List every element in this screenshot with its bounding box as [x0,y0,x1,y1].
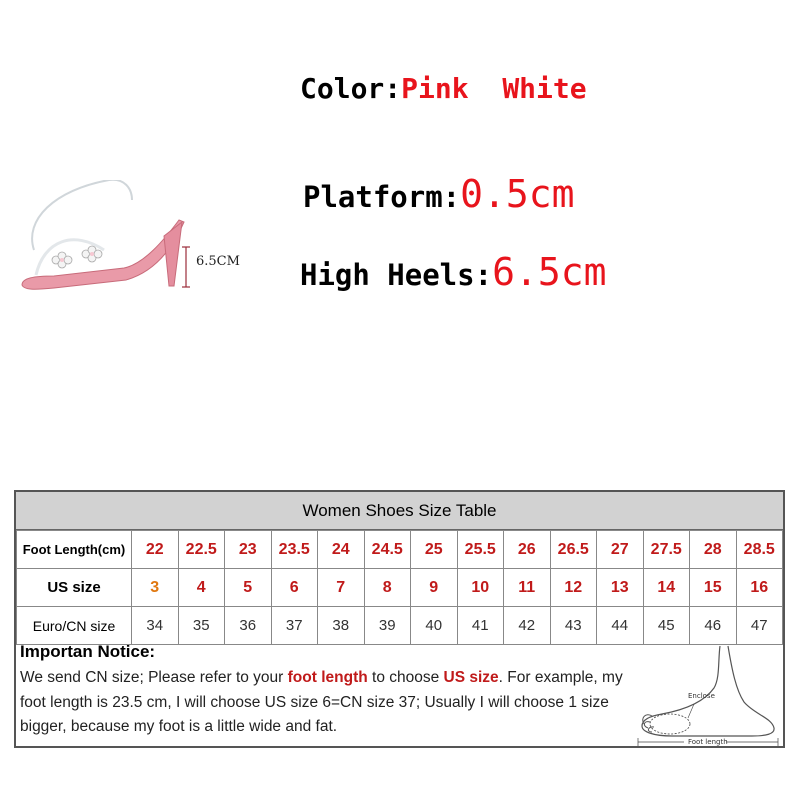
table-cell: 37 [271,607,318,645]
notice-part: . For example, my foot length is 23.5 cm, I will choose US size 6=CN size 37; Usually I will choose 1 size bigger, because my foot is a little wide and fat. [20,669,623,735]
table-cell: 34 [132,607,179,645]
table-cell: 27 [597,531,644,569]
heels-value: 6.5cm [492,250,607,294]
table-row-us-size [17,569,783,607]
color-line [300,72,587,105]
table-cell: 4 [178,569,225,607]
table-cell: 7 [318,569,365,607]
notice-text [20,666,628,740]
table-cell: 3 [132,569,179,607]
platform-line [303,172,575,216]
table-cell: 46 [690,607,737,645]
table-cell: 5 [225,569,272,607]
table-cell: 23.5 [271,531,318,569]
table-row-euro-size [17,607,783,645]
size-table-title: Women Shoes Size Table [16,492,783,530]
sandal-image [14,180,194,300]
foot-measurement-diagram [632,640,782,746]
table-cell: 14 [643,569,690,607]
table-cell: 16 [736,569,783,607]
notice-prefix: Importan [20,642,98,661]
notice-heading [20,642,155,662]
table-cell: 42 [504,607,551,645]
table-cell: 28 [690,531,737,569]
table-cell: 35 [178,607,225,645]
table-cell: 24 [318,531,365,569]
table-cell: 40 [411,607,458,645]
row-label: US size [17,569,132,607]
table-cell: 9 [411,569,458,607]
notice-highlight-us-size: US size [443,669,499,686]
heels-line [300,250,606,294]
table-cell: 44 [597,607,644,645]
table-cell: 36 [225,607,272,645]
table-cell: 26.5 [550,531,597,569]
table-cell: 10 [457,569,504,607]
size-table [14,490,785,748]
table-cell: 38 [318,607,365,645]
table-cell: 15 [690,569,737,607]
table-cell: 25.5 [457,531,504,569]
table-cell: 27.5 [643,531,690,569]
table-cell: 13 [597,569,644,607]
table-cell: 39 [364,607,411,645]
table-cell: 22.5 [178,531,225,569]
table-cell: 23 [225,531,272,569]
foot-length-label: Foot length [688,738,728,746]
notice-highlight-foot-length: foot length [287,669,368,686]
row-label: Euro/CN size [17,607,132,645]
table-row-foot-length [17,531,783,569]
table-cell: 11 [504,569,551,607]
row-label: Foot Length(cm) [17,531,132,569]
table-cell: 28.5 [736,531,783,569]
enclose-label: Enclose [688,692,715,700]
color-option-white: White [502,72,587,105]
table-cell: 12 [550,569,597,607]
table-cell: 24.5 [364,531,411,569]
table-cell: 25 [411,531,458,569]
color-option-pink: Pink [401,72,469,105]
notice-title: Notice: [97,642,156,661]
table-cell: 22 [132,531,179,569]
heels-label: High Heels: [300,258,493,292]
size-grid [16,530,783,645]
notice-part: to choose [367,669,444,686]
heel-height-label: 6.5CM [196,254,240,269]
heel-height-marker [182,246,190,288]
table-cell: 8 [364,569,411,607]
table-cell: 6 [271,569,318,607]
table-cell: 45 [643,607,690,645]
platform-label: Platform: [303,180,461,214]
table-cell: 26 [504,531,551,569]
color-label: Color: [300,72,402,105]
notice-part: We send CN size; Please refer to your [20,669,288,686]
table-cell: 43 [550,607,597,645]
platform-value: 0.5cm [460,172,575,216]
table-cell: 47 [736,607,783,645]
table-cell: 41 [457,607,504,645]
